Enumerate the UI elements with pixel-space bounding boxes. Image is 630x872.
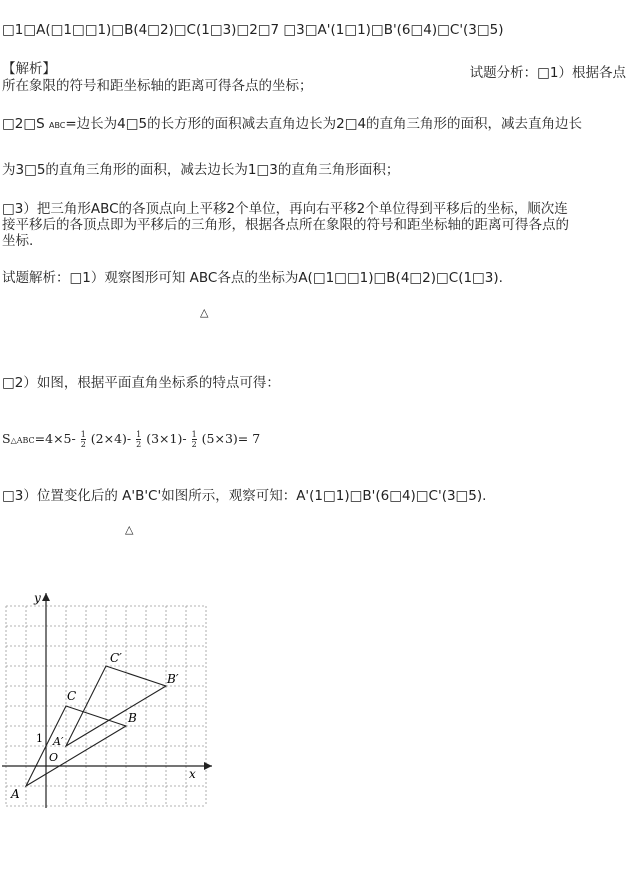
analysis-line-3: 为3□5的直角三角形的面积，减去边长为1□3的直角三角形面积；	[2, 162, 400, 178]
formula-part-3: (3×1)-	[146, 431, 187, 446]
triangle-mark-1: △	[200, 306, 209, 319]
triangle-a2b2c2	[66, 666, 166, 746]
origin-label: O	[49, 751, 59, 764]
analysis-line-2	[2, 116, 582, 134]
point-label-a: A	[11, 787, 20, 801]
point-label-c: C	[67, 689, 77, 703]
tick-label-one: 1	[36, 732, 43, 745]
analysis-line-1: 所在象限的符号和距坐标轴的距离可得各点的坐标；	[2, 78, 313, 94]
y-axis-label: y	[34, 591, 41, 605]
formula-part-4: (5×3)= 7	[201, 431, 261, 446]
x-axis-arrow	[204, 762, 212, 770]
analysis-line-6: 坐标.	[2, 233, 34, 249]
area-text: =边长为4□5的长方形的面积减去直角边长为2□4的直角三角形的面积，减去直角边长	[65, 116, 583, 132]
analysis-heading: 试题分析：□1）根据各点	[469, 65, 626, 81]
analysis-line-4: □3）把三角形ABC的各顶点向上平移2个单位，再向右平移2个单位得到平移后的坐标，顺次连	[2, 201, 568, 217]
point-label-b-prime: B′	[167, 672, 179, 686]
solution-line-1: 试题解析：□1）观察图形可知 ABC各点的坐标为A(□1□□1)□B(4□2)□C(1□3).	[2, 270, 503, 286]
fraction-half-1: $\frac{1}{2}$	[80, 430, 86, 449]
area-label: □2□S	[2, 116, 49, 132]
point-label-a-prime: A′	[53, 735, 64, 748]
y-axis-arrow	[42, 593, 50, 601]
answer-line: □1□A(□1□□1)□B(4□2)□C(1□3)□2□7 □3□A'(1□1)□B'(6□4)□C'(3□5)	[2, 22, 504, 38]
analysis-line-5: 接平移后的各顶点即为平移后的三角形，根据各点所在象限的符号和距坐标轴的距离可得各点的	[2, 217, 569, 233]
x-axis-label: x	[189, 767, 196, 781]
fraction-half-3: $\frac{1}{2}$	[191, 430, 197, 449]
triangle-abc	[26, 706, 126, 786]
grid	[6, 606, 206, 806]
point-label-b: B	[128, 711, 137, 725]
fraction-half-2: $\frac{1}{2}$	[136, 430, 142, 449]
solution-line-3: □3）位置变化后的 A'B'C'如图所示，观察可知：A'(1□1)□B'(6□4)□C'(3□5).	[2, 488, 487, 504]
axes	[2, 593, 212, 808]
triangle-mark-2: △	[125, 523, 134, 536]
area-sub: ABC	[48, 121, 66, 130]
formula-part-1: =4×5-	[34, 431, 76, 446]
point-label-c-prime: C′	[110, 651, 122, 665]
formula-sub: △ABC	[10, 436, 35, 445]
jiexi-label: 【解析】	[2, 61, 56, 77]
formula-part-2: (2×4)-	[90, 431, 132, 446]
solution-line-2: □2）如图，根据平面直角坐标系的特点可得：	[2, 375, 280, 391]
formula-s: S	[2, 431, 11, 446]
area-formula	[2, 430, 260, 449]
